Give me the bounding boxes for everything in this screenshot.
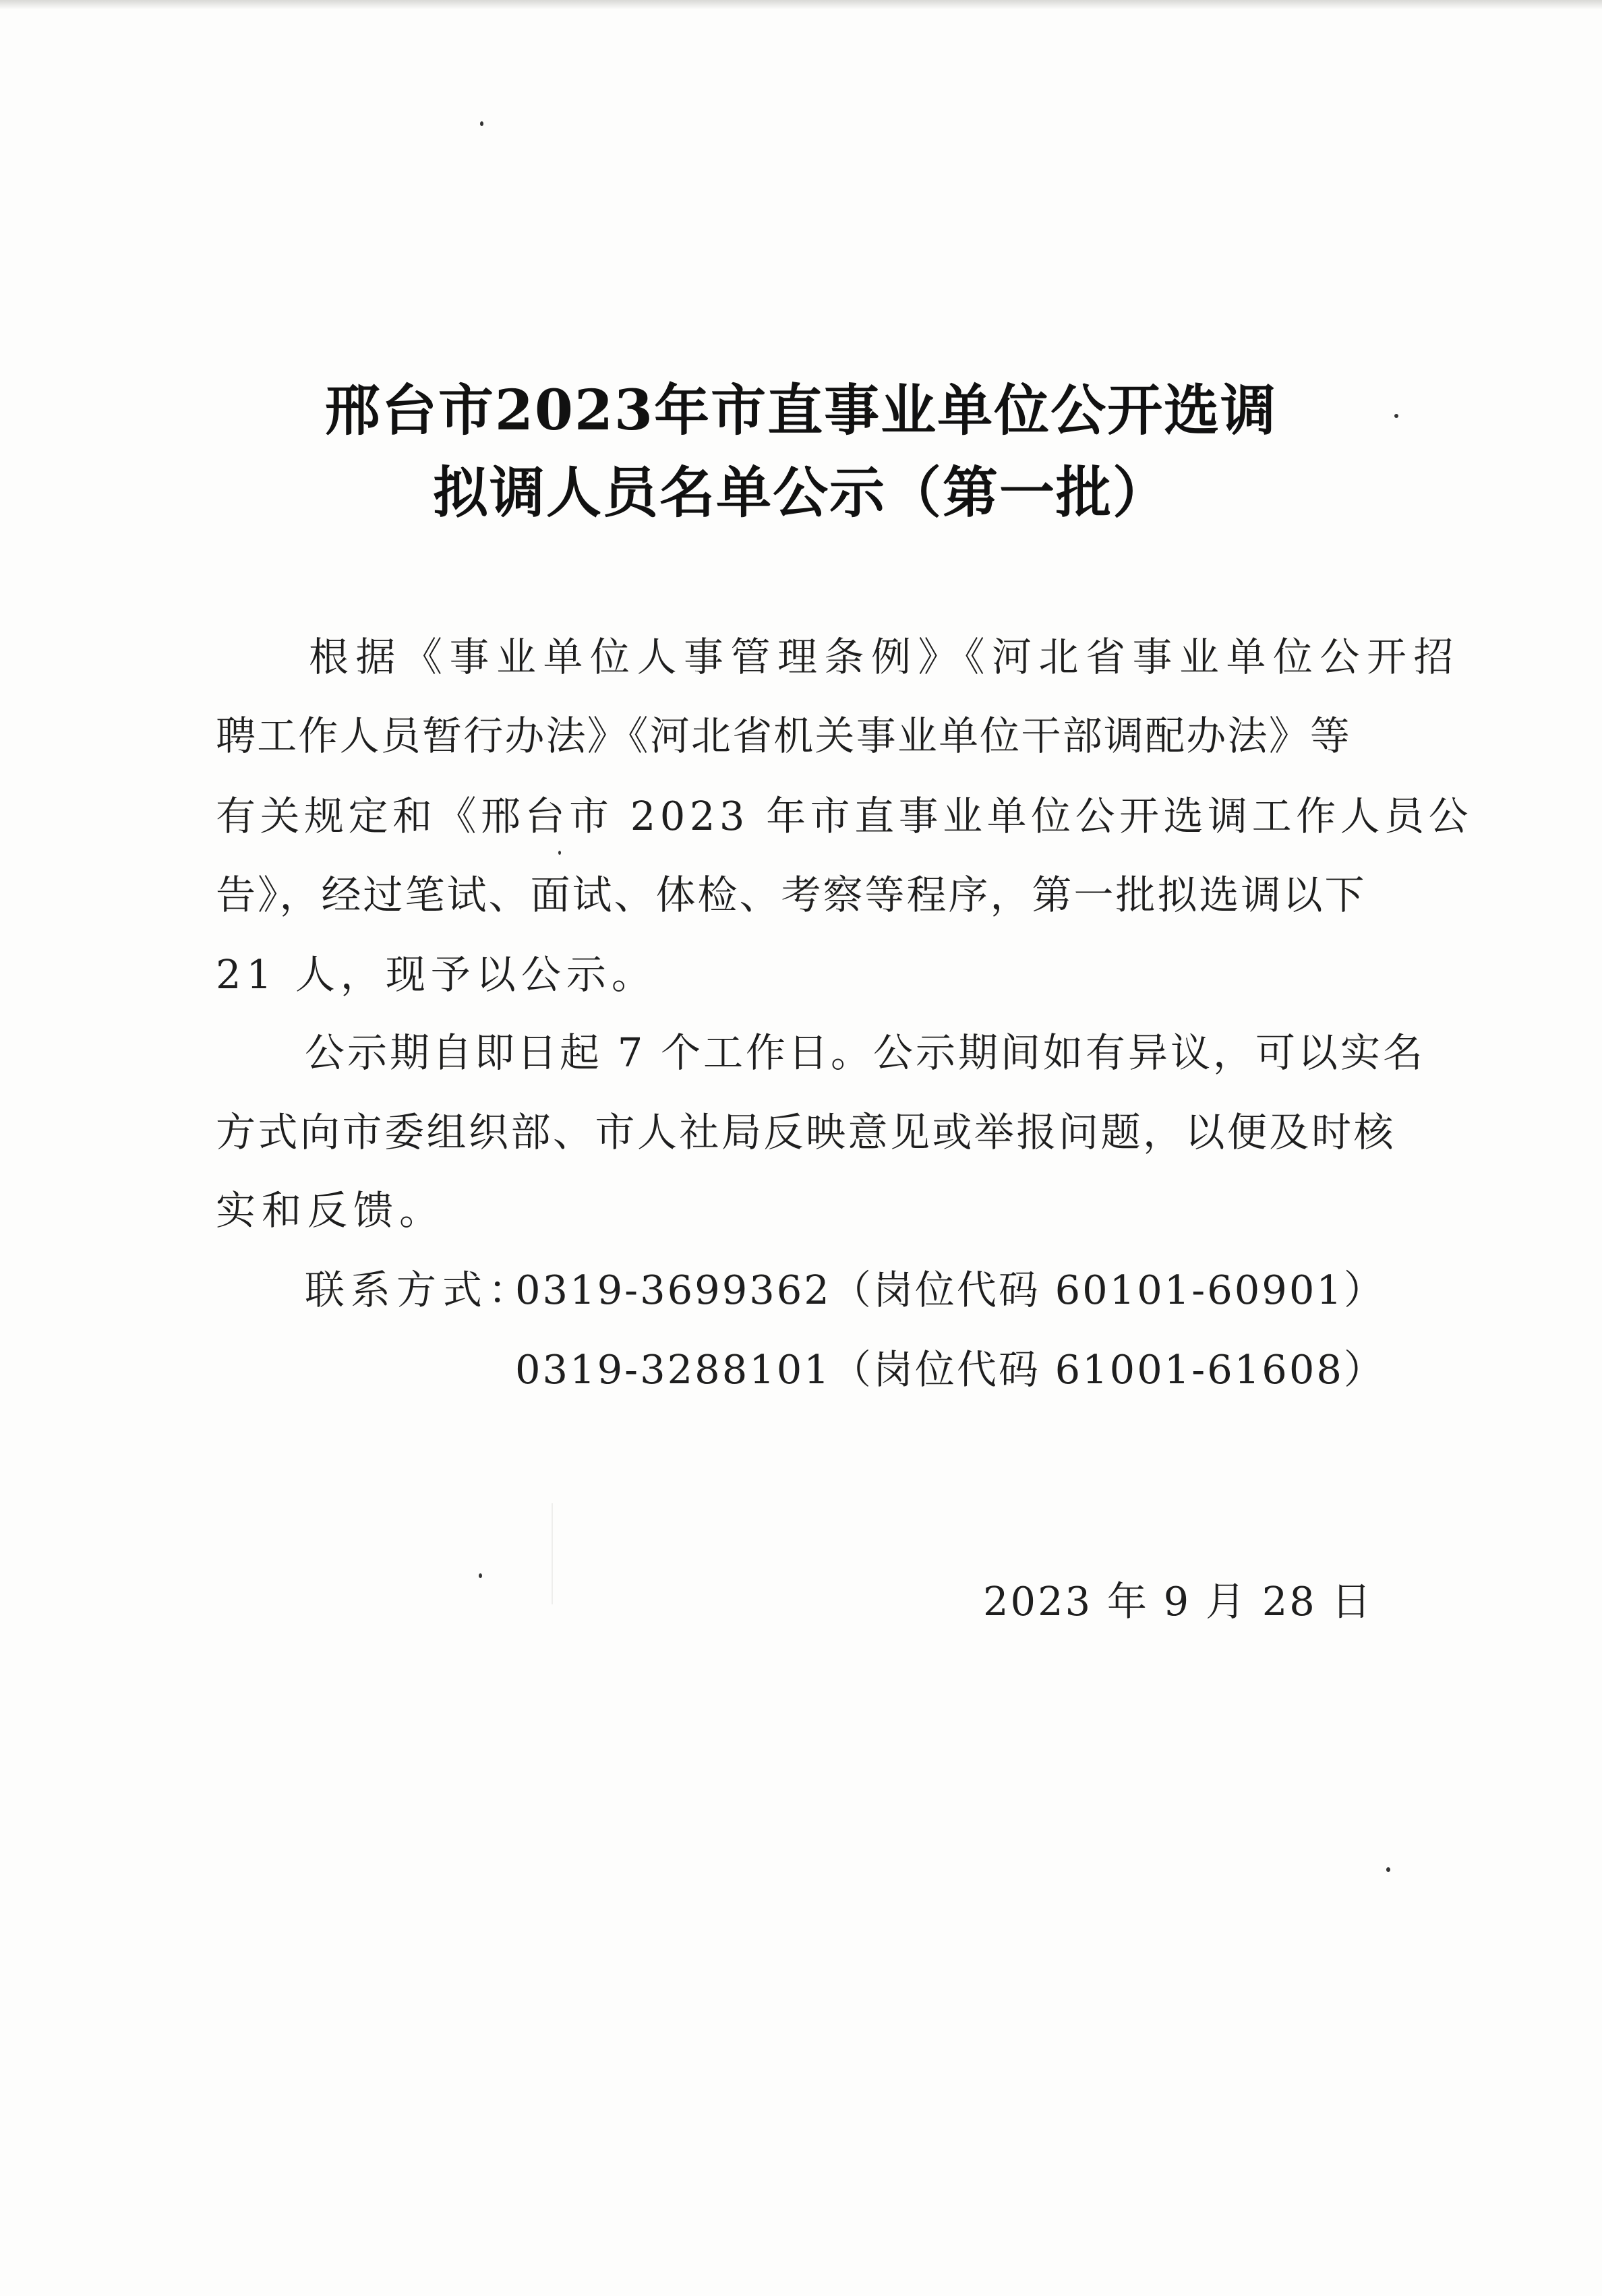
scan-speck <box>480 121 483 126</box>
document-title-line2: 拟调人员名单公示（第一批） <box>432 460 1169 525</box>
paragraph1-line: 有关规定和《邢台市 2023 年市直事业单位公开选调工作人员公 <box>216 793 1473 839</box>
paragraph1-line: 告》，经过笔试、面试、体检、考察等程序，第一批拟选调以下 <box>216 872 1367 918</box>
paragraph1-line: 21 人，现予以公示。 <box>216 951 657 998</box>
contact-label: 联系方式： <box>305 1267 535 1313</box>
scan-speck <box>479 1573 482 1578</box>
paragraph2-line: 方式向市委组织部、市人社局反映意见或举报问题，以便及时核 <box>216 1109 1396 1155</box>
scan-speck <box>558 851 561 855</box>
paragraph1-line: 聘工作人员暂行办法》《河北省机关事业单位干部调配办法》等 <box>216 713 1352 759</box>
paragraph1-line: 根据《事业单位人事管理条例》《河北省事业单位公开招 <box>309 634 1461 680</box>
paragraph2-line: 公示期自即日起 7 个工作日。公示期间如有异议，可以实名 <box>305 1029 1426 1076</box>
contact-phone-2: 0319-3288101（岗位代码 61001-61608） <box>515 1346 1386 1393</box>
paragraph2-line: 实和反馈。 <box>216 1187 446 1234</box>
document-date: 2023 年 9 月 28 日 <box>983 1578 1373 1625</box>
document-title-line1: 邢台市2023年市直事业单位公开选调 <box>324 378 1278 443</box>
scan-artifact-line <box>552 1503 553 1604</box>
scan-edge-shadow <box>0 0 1602 9</box>
scan-speck <box>1386 1867 1390 1872</box>
contact-phone-1: 0319-3699362（岗位代码 60101-60901） <box>515 1267 1386 1313</box>
